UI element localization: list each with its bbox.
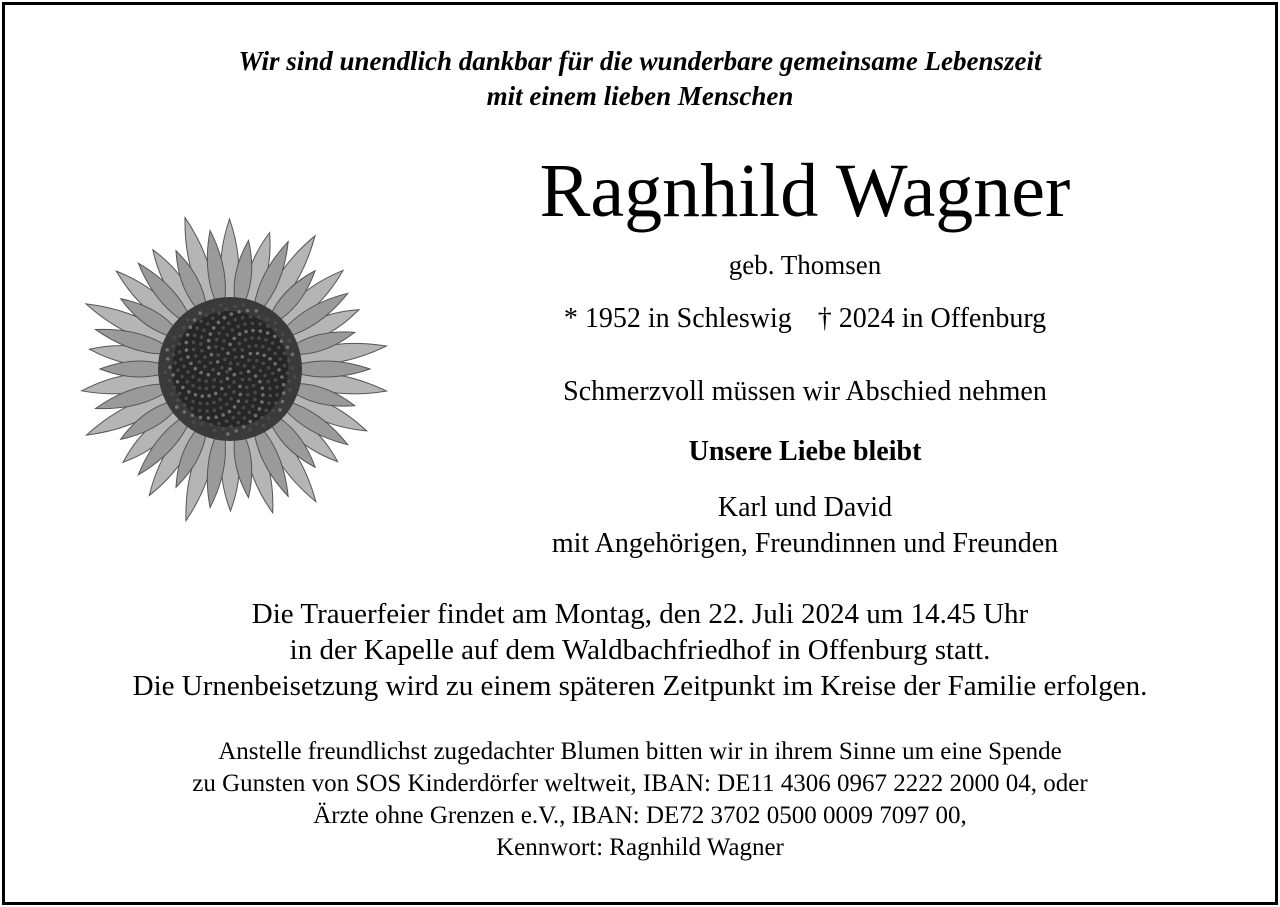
sunflower-seed xyxy=(217,311,221,315)
sunflower-seed xyxy=(233,348,237,352)
sunflower-seed xyxy=(249,315,253,319)
sunflower-seed xyxy=(206,322,210,326)
sunflower-seed xyxy=(274,401,278,405)
sunflower-seed xyxy=(233,305,237,309)
sunflower-seed xyxy=(192,420,196,424)
service-line-1: Die Trauerfeier findet am Montag, den 22. Juli 2024 um 14.45 Uhr xyxy=(251,598,1029,630)
sunflower-seed xyxy=(253,391,257,395)
sunflower-seed xyxy=(267,417,271,421)
sunflower-seed xyxy=(265,317,269,321)
sunflower-seed xyxy=(255,359,259,363)
sunflower-seed xyxy=(165,348,169,352)
sunflower-seed xyxy=(258,380,262,384)
sunflower-seed xyxy=(217,332,221,336)
sunflower-seed xyxy=(268,387,272,391)
sunflower-seed xyxy=(186,318,190,322)
sunflower-seed xyxy=(205,387,209,391)
sunflower-seed xyxy=(193,367,197,371)
sunflower-seed xyxy=(252,384,256,388)
sunflower-seed xyxy=(180,375,184,379)
sunflower-seed xyxy=(258,322,262,326)
sunflower-seed xyxy=(238,385,242,389)
sunflower-seed xyxy=(186,370,190,374)
sunflower-seed xyxy=(202,329,206,333)
sunflower-seed xyxy=(212,378,216,382)
sunflower-seed xyxy=(234,429,238,433)
sunflower-seed xyxy=(275,385,279,389)
mourners-line-1: Karl und David xyxy=(717,492,893,523)
sunflower-seed xyxy=(195,326,199,330)
sunflower-seed xyxy=(247,345,251,349)
sunflower-seed xyxy=(212,326,216,330)
farewell-text: Schmerzvoll müssen wir Abschied nehmen xyxy=(563,376,1047,407)
sunflower-seed xyxy=(220,387,224,391)
sunflower-seed xyxy=(199,320,203,324)
sunflower-seed xyxy=(223,316,227,320)
sunflower-seed xyxy=(277,368,281,372)
sunflower-seed xyxy=(266,331,270,335)
sunflower-seed xyxy=(241,316,245,320)
sunflower-seed xyxy=(232,380,236,384)
sunflower-seed xyxy=(227,321,231,325)
sunflower-seed xyxy=(236,325,240,329)
sunflower-seed xyxy=(207,339,211,343)
sunflower-seed xyxy=(230,312,234,316)
sunflower-seed xyxy=(246,393,250,397)
sunflower-seed xyxy=(228,343,232,347)
sunflower-icon xyxy=(62,205,402,540)
sunflower-seed xyxy=(229,361,233,365)
sunflower-seed xyxy=(282,383,286,387)
sunflower-seed xyxy=(241,348,245,352)
sunflower-seed xyxy=(271,341,275,345)
sunflower-seed xyxy=(242,303,246,307)
sunflower-seed xyxy=(216,353,220,357)
sunflower-seed xyxy=(191,375,195,379)
sunflower-seed xyxy=(222,326,226,330)
sunflower-seed xyxy=(199,371,203,375)
sunflower-seed xyxy=(176,398,180,402)
sunflower-seed xyxy=(214,345,218,349)
sunflower-seed xyxy=(230,328,234,332)
sunflower-seed xyxy=(226,377,230,381)
sunflower-seed xyxy=(200,394,204,398)
sunflower-seed xyxy=(236,362,240,366)
death-date: † 2024 in Offenburg xyxy=(817,303,1047,334)
sunflower-seed xyxy=(241,355,245,359)
birth-name: geb. Thomsen xyxy=(728,250,882,280)
sunflower-seed xyxy=(274,328,278,332)
sunflower-seed xyxy=(225,307,229,311)
sunflower-seed xyxy=(223,358,227,362)
sunflower-seed xyxy=(198,311,202,315)
service-line-2: in der Kapelle auf dem Waldbachfriedhof in Offenburg statt. xyxy=(289,634,991,666)
sunflower-seed xyxy=(207,373,211,377)
sunflower-seed xyxy=(258,407,262,411)
sunflower-seed xyxy=(264,409,268,413)
sunflower-seed xyxy=(210,353,214,357)
life-dates xyxy=(505,301,1105,337)
sunflower-seed xyxy=(211,368,215,372)
sunflower-seed xyxy=(283,364,287,368)
sunflower-seed xyxy=(221,427,225,431)
sunflower-seed xyxy=(262,424,266,428)
sunflower-seed xyxy=(232,337,236,341)
sunflower-seed xyxy=(244,330,248,334)
sunflower-seed xyxy=(167,379,171,383)
sunflower-seed xyxy=(278,357,282,361)
sunflower-seed xyxy=(243,416,247,420)
sunflower-seed xyxy=(261,362,265,366)
sunflower-seed xyxy=(237,310,241,314)
sunflower-seed xyxy=(232,416,236,420)
sunflower-seed xyxy=(198,386,202,390)
sunflower-seed xyxy=(182,326,186,330)
sunflower-seed xyxy=(244,338,248,342)
sunflower-seed xyxy=(254,344,258,348)
sunflower-seed xyxy=(213,429,217,433)
sunflower-seed xyxy=(172,353,176,357)
sunflower-seed xyxy=(190,407,194,411)
sunflower-seed xyxy=(254,414,258,418)
sunflower-seed xyxy=(271,409,275,413)
sunflower-seed xyxy=(280,375,284,379)
love-line: Unsere Liebe bleibt xyxy=(688,436,922,467)
sunflower-seed xyxy=(211,308,215,312)
sunflower-seed xyxy=(227,385,231,389)
sunflower-seed xyxy=(212,408,216,412)
mourners xyxy=(505,490,1105,562)
sunflower-seed xyxy=(260,386,264,390)
sunflower-seed xyxy=(251,329,255,333)
sunflower-seed xyxy=(212,385,216,389)
sunflower-seed xyxy=(275,393,279,397)
sunflower-seed xyxy=(243,364,247,368)
sunflower-seed xyxy=(184,396,188,400)
sunflower-seed xyxy=(281,400,285,404)
sunflower-seed xyxy=(293,375,297,379)
sunflower-seed xyxy=(245,386,249,390)
sunflower-seed xyxy=(288,339,292,343)
sunflower-seed xyxy=(207,346,211,350)
sunflower-seed xyxy=(254,374,258,378)
sunflower-seed xyxy=(268,394,272,398)
sunflower-seed xyxy=(185,380,189,384)
sunflower-seed xyxy=(203,365,207,369)
sunflower-seed xyxy=(242,406,246,410)
sunflower-seed xyxy=(232,390,236,394)
sunflower-seed xyxy=(207,416,211,420)
sunflower-seed xyxy=(193,318,197,322)
sunflower-seed xyxy=(259,329,263,333)
sunflower-seed xyxy=(194,354,198,358)
sunflower-seed xyxy=(238,332,242,336)
sunflower-seed xyxy=(248,377,252,381)
sunflower-seed xyxy=(205,409,209,413)
sunflower-seed xyxy=(238,342,242,346)
sunflower-seed xyxy=(233,318,237,322)
sunflower-seed xyxy=(257,336,261,340)
sunflower-seed xyxy=(254,309,258,313)
sunflower-seed xyxy=(286,345,290,349)
sunflower-seed xyxy=(233,373,237,377)
sunflower-seed xyxy=(197,378,201,382)
donation-line-4: Kennwort: Ragnhild Wagner xyxy=(496,834,784,861)
sunflower-seed xyxy=(194,393,198,397)
sunflower-seed xyxy=(200,349,204,353)
sunflower-seed xyxy=(179,358,183,362)
sunflower-seed xyxy=(241,378,245,382)
sunflower-seed xyxy=(209,361,213,365)
sunflower-seed xyxy=(211,316,215,320)
sunflower-seed xyxy=(173,361,177,365)
sunflower-seed xyxy=(199,342,203,346)
sunflower-seed xyxy=(183,410,187,414)
sunflower-seed xyxy=(274,378,278,382)
sunflower-seed xyxy=(198,402,202,406)
sunflower-seed xyxy=(178,342,182,346)
sunflower-seed xyxy=(192,348,196,352)
birth-date: * 1952 in Schleswig xyxy=(563,303,792,334)
sunflower-seed xyxy=(255,422,259,426)
sunflower-seed xyxy=(228,367,232,371)
sunflower-seed xyxy=(267,348,271,352)
sunflower-seed xyxy=(229,397,233,401)
sunflower-seed xyxy=(225,370,229,374)
sunflower-seed xyxy=(239,393,243,397)
sunflower-seed xyxy=(288,388,292,392)
sunflower-seed xyxy=(193,333,197,337)
sunflower-seed xyxy=(268,357,272,361)
sunflower-seed xyxy=(175,405,179,409)
sunflower-seed xyxy=(192,341,196,345)
motto xyxy=(0,44,1280,114)
sunflower-seed xyxy=(191,400,195,404)
sunflower-seed xyxy=(245,400,249,404)
sunflower-seed xyxy=(181,386,185,390)
sunflower-seed xyxy=(226,432,230,436)
sunflower-seed xyxy=(277,346,281,350)
sunflower-seed xyxy=(212,401,216,405)
sunflower-seed xyxy=(273,362,277,366)
sunflower-seed xyxy=(185,348,189,352)
sunflower-seed xyxy=(273,335,277,339)
sunflower-seed xyxy=(259,369,263,373)
sunflower-seed xyxy=(287,359,291,363)
sunflower-seed xyxy=(200,335,204,339)
sunflower-seed xyxy=(242,425,246,429)
sunflower-seed xyxy=(281,333,285,337)
sunflower-seed xyxy=(291,366,295,370)
sunflower-seed xyxy=(267,366,271,370)
sunflower-seed xyxy=(236,421,240,425)
sunflower-seed xyxy=(250,336,254,340)
sunflower-seed xyxy=(247,410,251,414)
sunflower-seed xyxy=(171,345,175,349)
service-info xyxy=(0,596,1280,704)
donation-line-2: zu Gunsten von SOS Kinderdörfer weltweit, IBAN: DE11 4306 0967 2222 2000 04, oder xyxy=(192,770,1088,797)
sunflower-seed xyxy=(172,386,176,390)
sunflower-seed xyxy=(214,415,218,419)
sunflower-seed xyxy=(261,393,265,397)
donation-line-3: Ärzte ohne Grenzen e.V., IBAN: DE72 3702 0500 0009 7097 00, xyxy=(313,802,967,829)
sunflower-seed xyxy=(261,345,265,349)
sunflower-seed xyxy=(225,419,229,423)
sunflower-seed xyxy=(209,332,213,336)
sunflower-seed xyxy=(189,362,193,366)
sunflower-seed xyxy=(234,355,238,359)
sunflower-seed xyxy=(214,392,218,396)
sunflower-seed xyxy=(217,372,221,376)
sunflower-seed xyxy=(198,360,202,364)
sunflower-seed xyxy=(262,353,266,357)
sunflower-seed xyxy=(176,368,180,372)
sunflower-seed xyxy=(186,355,190,359)
sunflower-seed xyxy=(176,380,180,384)
sunflower-seed xyxy=(166,357,170,361)
sunflower-seed xyxy=(184,341,188,345)
sunflower-seed xyxy=(266,324,270,328)
sunflower-seed xyxy=(271,372,275,376)
donation-info xyxy=(0,736,1280,864)
service-line-3: Die Urnenbeisetzung wird zu einem späteren Zeitpunkt im Kreise der Familie erfolgen. xyxy=(132,670,1148,702)
sunflower-seed xyxy=(263,374,267,378)
sunflower-seed xyxy=(273,352,277,356)
sunflower-seed xyxy=(217,422,221,426)
sunflower-seed xyxy=(209,423,213,427)
sunflower-seed xyxy=(237,411,241,415)
sunflower-seed xyxy=(182,364,186,368)
motto-line-2: mit einem lieben Menschen xyxy=(486,81,794,111)
sunflower-seed xyxy=(220,366,224,370)
sunflower-seed xyxy=(170,392,174,396)
sunflower-seed xyxy=(199,416,203,420)
sunflower-seed xyxy=(219,406,223,410)
mourners-line-2: mit Angehörigen, Freundinnen und Freunden xyxy=(551,528,1059,559)
donation-line-1: Anstelle freundlichst zugedachter Blumen bitten wir in ihrem Sinne um eine Spende xyxy=(218,738,1062,765)
sunflower-seed xyxy=(224,393,228,397)
sunflower-seed xyxy=(218,398,222,402)
sunflower-seed xyxy=(246,309,250,313)
sunflower-seed xyxy=(217,321,221,325)
sunflower-seed xyxy=(267,401,271,405)
sunflower-seed xyxy=(274,321,278,325)
sunflower-seed xyxy=(178,350,182,354)
motto-line-1: Wir sind unendlich dankbar für die wunderbare gemeinsame Lebenszeit xyxy=(238,46,1042,76)
sunflower-seed xyxy=(187,390,191,394)
sunflower-seed xyxy=(282,391,286,395)
sunflower-seed xyxy=(191,384,195,388)
sunflower-seed xyxy=(243,322,247,326)
sunflower-seed xyxy=(247,370,251,374)
sunflower-seed xyxy=(291,353,295,357)
sunflower-seed xyxy=(247,358,251,362)
sunflower-seed xyxy=(221,347,225,351)
sunflower-seed xyxy=(233,405,237,409)
sunflower-seed xyxy=(260,400,264,404)
sunflower-seed xyxy=(249,352,253,356)
sunflower-seed xyxy=(183,403,187,407)
sunflower-seed xyxy=(257,315,261,319)
sunflower-seed xyxy=(189,325,193,329)
sunflower-seed xyxy=(164,371,168,375)
sunflower-seed xyxy=(264,338,268,342)
sunflower-seed xyxy=(248,420,252,424)
sunflower-seed xyxy=(203,355,207,359)
sunflower-seed xyxy=(221,413,225,417)
sunflower-seed xyxy=(216,360,220,364)
sunflower-seed xyxy=(251,404,255,408)
sunflower-seed xyxy=(171,373,175,377)
sunflower-seed xyxy=(248,428,252,432)
sunflower-seed xyxy=(239,371,243,375)
sunflower-seed xyxy=(219,303,223,307)
sunflower-seed xyxy=(286,371,290,375)
sunflower-seed xyxy=(205,402,209,406)
sunflower-seed xyxy=(172,336,176,340)
sunflower-seed xyxy=(215,338,219,342)
sunflower-seed xyxy=(219,380,223,384)
sunflower-seed xyxy=(191,414,195,418)
sunflower-seed xyxy=(237,399,241,403)
sunflower-seed xyxy=(226,333,230,337)
sunflower-seed xyxy=(226,351,230,355)
sunflower-seed xyxy=(280,339,284,343)
sunflower-seed xyxy=(278,408,282,412)
sunflower-seed xyxy=(207,394,211,398)
sunflower-seed xyxy=(283,352,287,356)
sunflower-seed xyxy=(260,416,264,420)
sunflower-seed xyxy=(251,322,255,326)
sunflower-seed xyxy=(204,379,208,383)
sunflower-seed xyxy=(205,313,209,317)
sunflower-seed xyxy=(256,352,260,356)
sunflower-seed xyxy=(179,334,183,338)
sunflower-seed xyxy=(288,379,292,383)
sunflower-seed xyxy=(225,402,229,406)
sunflower-seed xyxy=(266,380,270,384)
deceased-name: Ragnhild Wagner xyxy=(539,149,1071,233)
sunflower-seed xyxy=(198,409,202,413)
sunflower-seed xyxy=(178,392,182,396)
sunflower-seed xyxy=(253,398,257,402)
sunflower-seed xyxy=(229,425,233,429)
sunflower-seed xyxy=(222,339,226,343)
sunflower-seed xyxy=(228,410,232,414)
sunflower-seed xyxy=(186,333,190,337)
sunflower-seed xyxy=(168,365,172,369)
sunflower-seed xyxy=(252,365,256,369)
sunflower-seed xyxy=(201,422,205,426)
